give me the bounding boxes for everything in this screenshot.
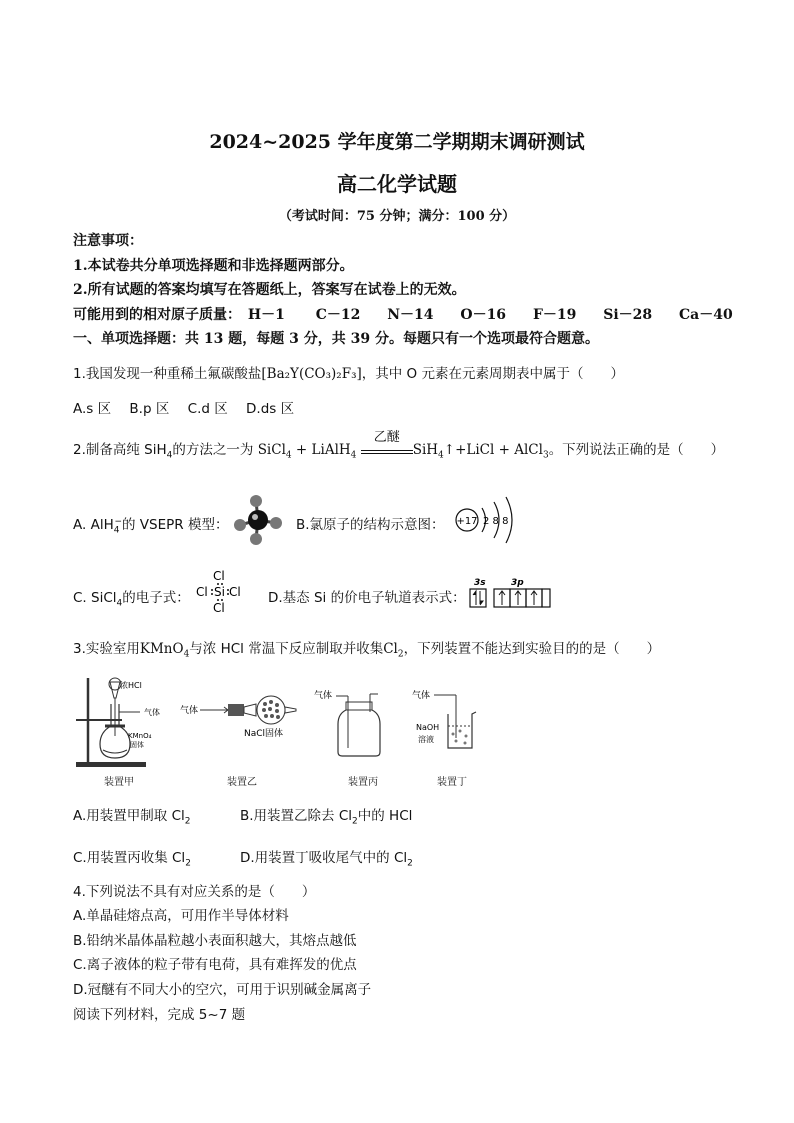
exam-title: 2024~2025 学年度第二学期期末调研测试 (209, 131, 585, 153)
bing-label-gas: 气体 (314, 691, 333, 701)
ding-label-gas: 气体 (412, 691, 431, 701)
ding-label-naoh: NaOH (416, 723, 440, 732)
jia-label-kmno4: KMnO₄ (128, 732, 152, 740)
q2-condition: 乙醚 (373, 430, 400, 445)
mass-c: C－12 (315, 307, 361, 323)
q3-kmno4: KMnO$_4$ (139, 641, 190, 660)
q2-option-a[interactable]: A. AlH$_4$−的 VSEPR 模型： (73, 516, 229, 536)
chlorine-atom-diagram (453, 494, 523, 546)
q2-option-c-tail: 的电子式： (122, 590, 190, 606)
question-2-stem: 2.制备高纯 SiH$_4$的方法之一为 SiCl$_4$ + LiAlH$_4$ 乙醚 SiH$_4$↑+LiCl + AlCl$_3$。下列说法正确的是（ ） (73, 438, 724, 461)
notes-item-1: 1.本试卷共分单项选择题和非选择题两部分。 (73, 258, 354, 274)
q3-option-a[interactable]: A.用装置甲制取 $Cl_2$ (73, 808, 191, 827)
q3-option-d-text: D.用装置丁吸收尾气中的 Cl (240, 850, 408, 866)
q2-option-d[interactable]: D.基态 Si 的价电子轨道表示式： (268, 590, 466, 606)
jia-label-gas: 气体 (144, 708, 160, 717)
ding-label-solution: 溶液 (418, 735, 434, 744)
apparatus-jia (70, 674, 180, 770)
q1-options (73, 397, 294, 417)
q1-option-b[interactable]: B.p 区 (129, 401, 170, 417)
q1-option-a[interactable]: A.s 区 (73, 401, 112, 417)
svg-text:Si: Si (214, 585, 225, 599)
atomic-masses (73, 304, 733, 324)
q4-option-c[interactable]: C.离子液体的粒子带有电荷，具有难挥发的优点 (73, 957, 357, 973)
q3-text-b: 与浓 HCl 常温下反应制取并收集 (189, 641, 384, 657)
q2-equation-left: SiCl$_4$ + LiAlH$_4$ (257, 442, 357, 461)
mass-ca: Ca－40 (679, 307, 733, 323)
q1-formula: [Ba₂Y(CO₃)₂F₃] (261, 366, 362, 382)
q3-text-a: 3.实验室用 (73, 641, 140, 657)
q1-option-c[interactable]: C.d 区 (187, 401, 228, 417)
apparatus-yi (178, 690, 308, 742)
jia-label-hcl: 浓HCl (120, 681, 142, 690)
reading-instruction: 阅读下列材料，完成 5~7 题 (73, 1007, 246, 1023)
apparatus-ding (410, 686, 490, 770)
q3-option-c[interactable]: C.用装置丙收集 $Cl_2$ (73, 850, 191, 869)
question-4-stem: 4.下列说法不具有对应关系的是（ ） (73, 884, 316, 900)
mass-si: Si－28 (603, 307, 653, 323)
q2-option-c-text: C. SiCl (73, 590, 117, 606)
svg-text:Cl: Cl (213, 569, 225, 583)
atomic-masses-label: 可能用到的相对原子质量： (73, 307, 241, 323)
q3-option-a-text: A.用装置甲制取 Cl (73, 808, 185, 824)
sicl4-electron-formula (192, 566, 244, 616)
q2-text-c: 。下列说法正确的是（ ） (548, 442, 725, 458)
q3-option-b-text: B.用装置乙除去 Cl (240, 808, 353, 824)
svg-text:Cl: Cl (229, 585, 241, 599)
orbital-3s-label: 3s (474, 578, 486, 588)
apparatus-jia-label: 装置甲 (104, 777, 134, 788)
atom-shell-counts: 2 8 8 (483, 516, 509, 527)
atom-nucleus-label: +17 (456, 516, 478, 527)
q3-option-d[interactable]: D.用装置丁吸收尾气中的 $Cl_2$ (240, 850, 413, 869)
svg-text:Cl: Cl (196, 585, 208, 599)
apparatus-ding-label: 装置丁 (437, 777, 467, 788)
question-1-stem (73, 362, 624, 382)
q3-option-b-tail: 中的 HCl (357, 808, 413, 824)
q2-option-a-tail: 的 VSEPR 模型： (122, 517, 229, 533)
q3-option-c-text: C.用装置丙收集 Cl (73, 850, 186, 866)
section-1-heading: 一、单项选择题：共 13 题，每题 3 分，共 39 分。每题只有一个选项最符合题意。 (73, 331, 599, 347)
q3-text-c: ，下列装置不能达到实验目的的是（ ） (403, 641, 661, 657)
q2-option-c[interactable]: C. SiCl$_4$的电子式： (73, 590, 190, 609)
q3-cl2: $Cl_2$ (383, 641, 404, 660)
si-orbital-diagram (456, 575, 556, 611)
jia-label-solid: 固体 (130, 741, 144, 749)
apparatus-bing-label: 装置丙 (348, 777, 378, 788)
mass-h: H－1 (247, 307, 285, 323)
q4-option-b[interactable]: B.铅纳米晶体晶粒越小表面积越大，其熔点越低 (73, 933, 357, 949)
q1-option-d[interactable]: D.ds 区 (246, 401, 295, 417)
orbital-3p-label: 3p (511, 578, 524, 588)
notes-heading: 注意事项： (73, 233, 143, 249)
question-3-stem (73, 637, 660, 660)
notes-item-2: 2.所有试题的答案均填写在答题纸上，答案写在试卷上的无效。 (73, 282, 466, 298)
apparatus-bing (312, 688, 392, 770)
yi-label-nacl: NaCl固体 (244, 729, 284, 739)
svg-text:Cl: Cl (213, 601, 225, 615)
q1-text-b: ，其中 O 元素在元素周期表中属于（ ） (361, 366, 624, 382)
yi-label-gas: 气体 (180, 706, 199, 716)
mass-o: O－16 (460, 307, 507, 323)
q2-text-a: 2.制备高纯 SiH (73, 442, 167, 458)
mass-f: F－19 (532, 307, 577, 323)
apparatus-yi-label: 装置乙 (227, 777, 257, 788)
vsepr-model-image (232, 494, 284, 546)
q3-option-b[interactable]: B.用装置乙除去 $Cl_2$中的 HCl (240, 808, 413, 827)
q2-reaction-arrow (361, 430, 413, 454)
q2-text-b: 的方法之一为 (172, 442, 254, 458)
exam-time-info: （考试时间：75 分钟；满分：100 分） (278, 209, 516, 224)
q2-option-b[interactable]: B.氯原子的结构示意图： (296, 517, 445, 533)
q1-text-a: 1.我国发现一种重稀土氟碳酸盐 (73, 366, 262, 382)
q4-option-a[interactable]: A.单晶硅熔点高，可用作半导体材料 (73, 908, 289, 924)
mass-n: N－14 (387, 307, 434, 323)
q2-equation-right: SiH$_4$↑+LiCl + AlCl$_3$ (412, 442, 549, 461)
q2-option-a-text: A. AlH (73, 517, 114, 533)
q4-option-d[interactable]: D.冠醚有不同大小的空穴，可用于识别碱金属离子 (73, 982, 372, 998)
subject-title: 高二化学试题 (337, 172, 457, 196)
